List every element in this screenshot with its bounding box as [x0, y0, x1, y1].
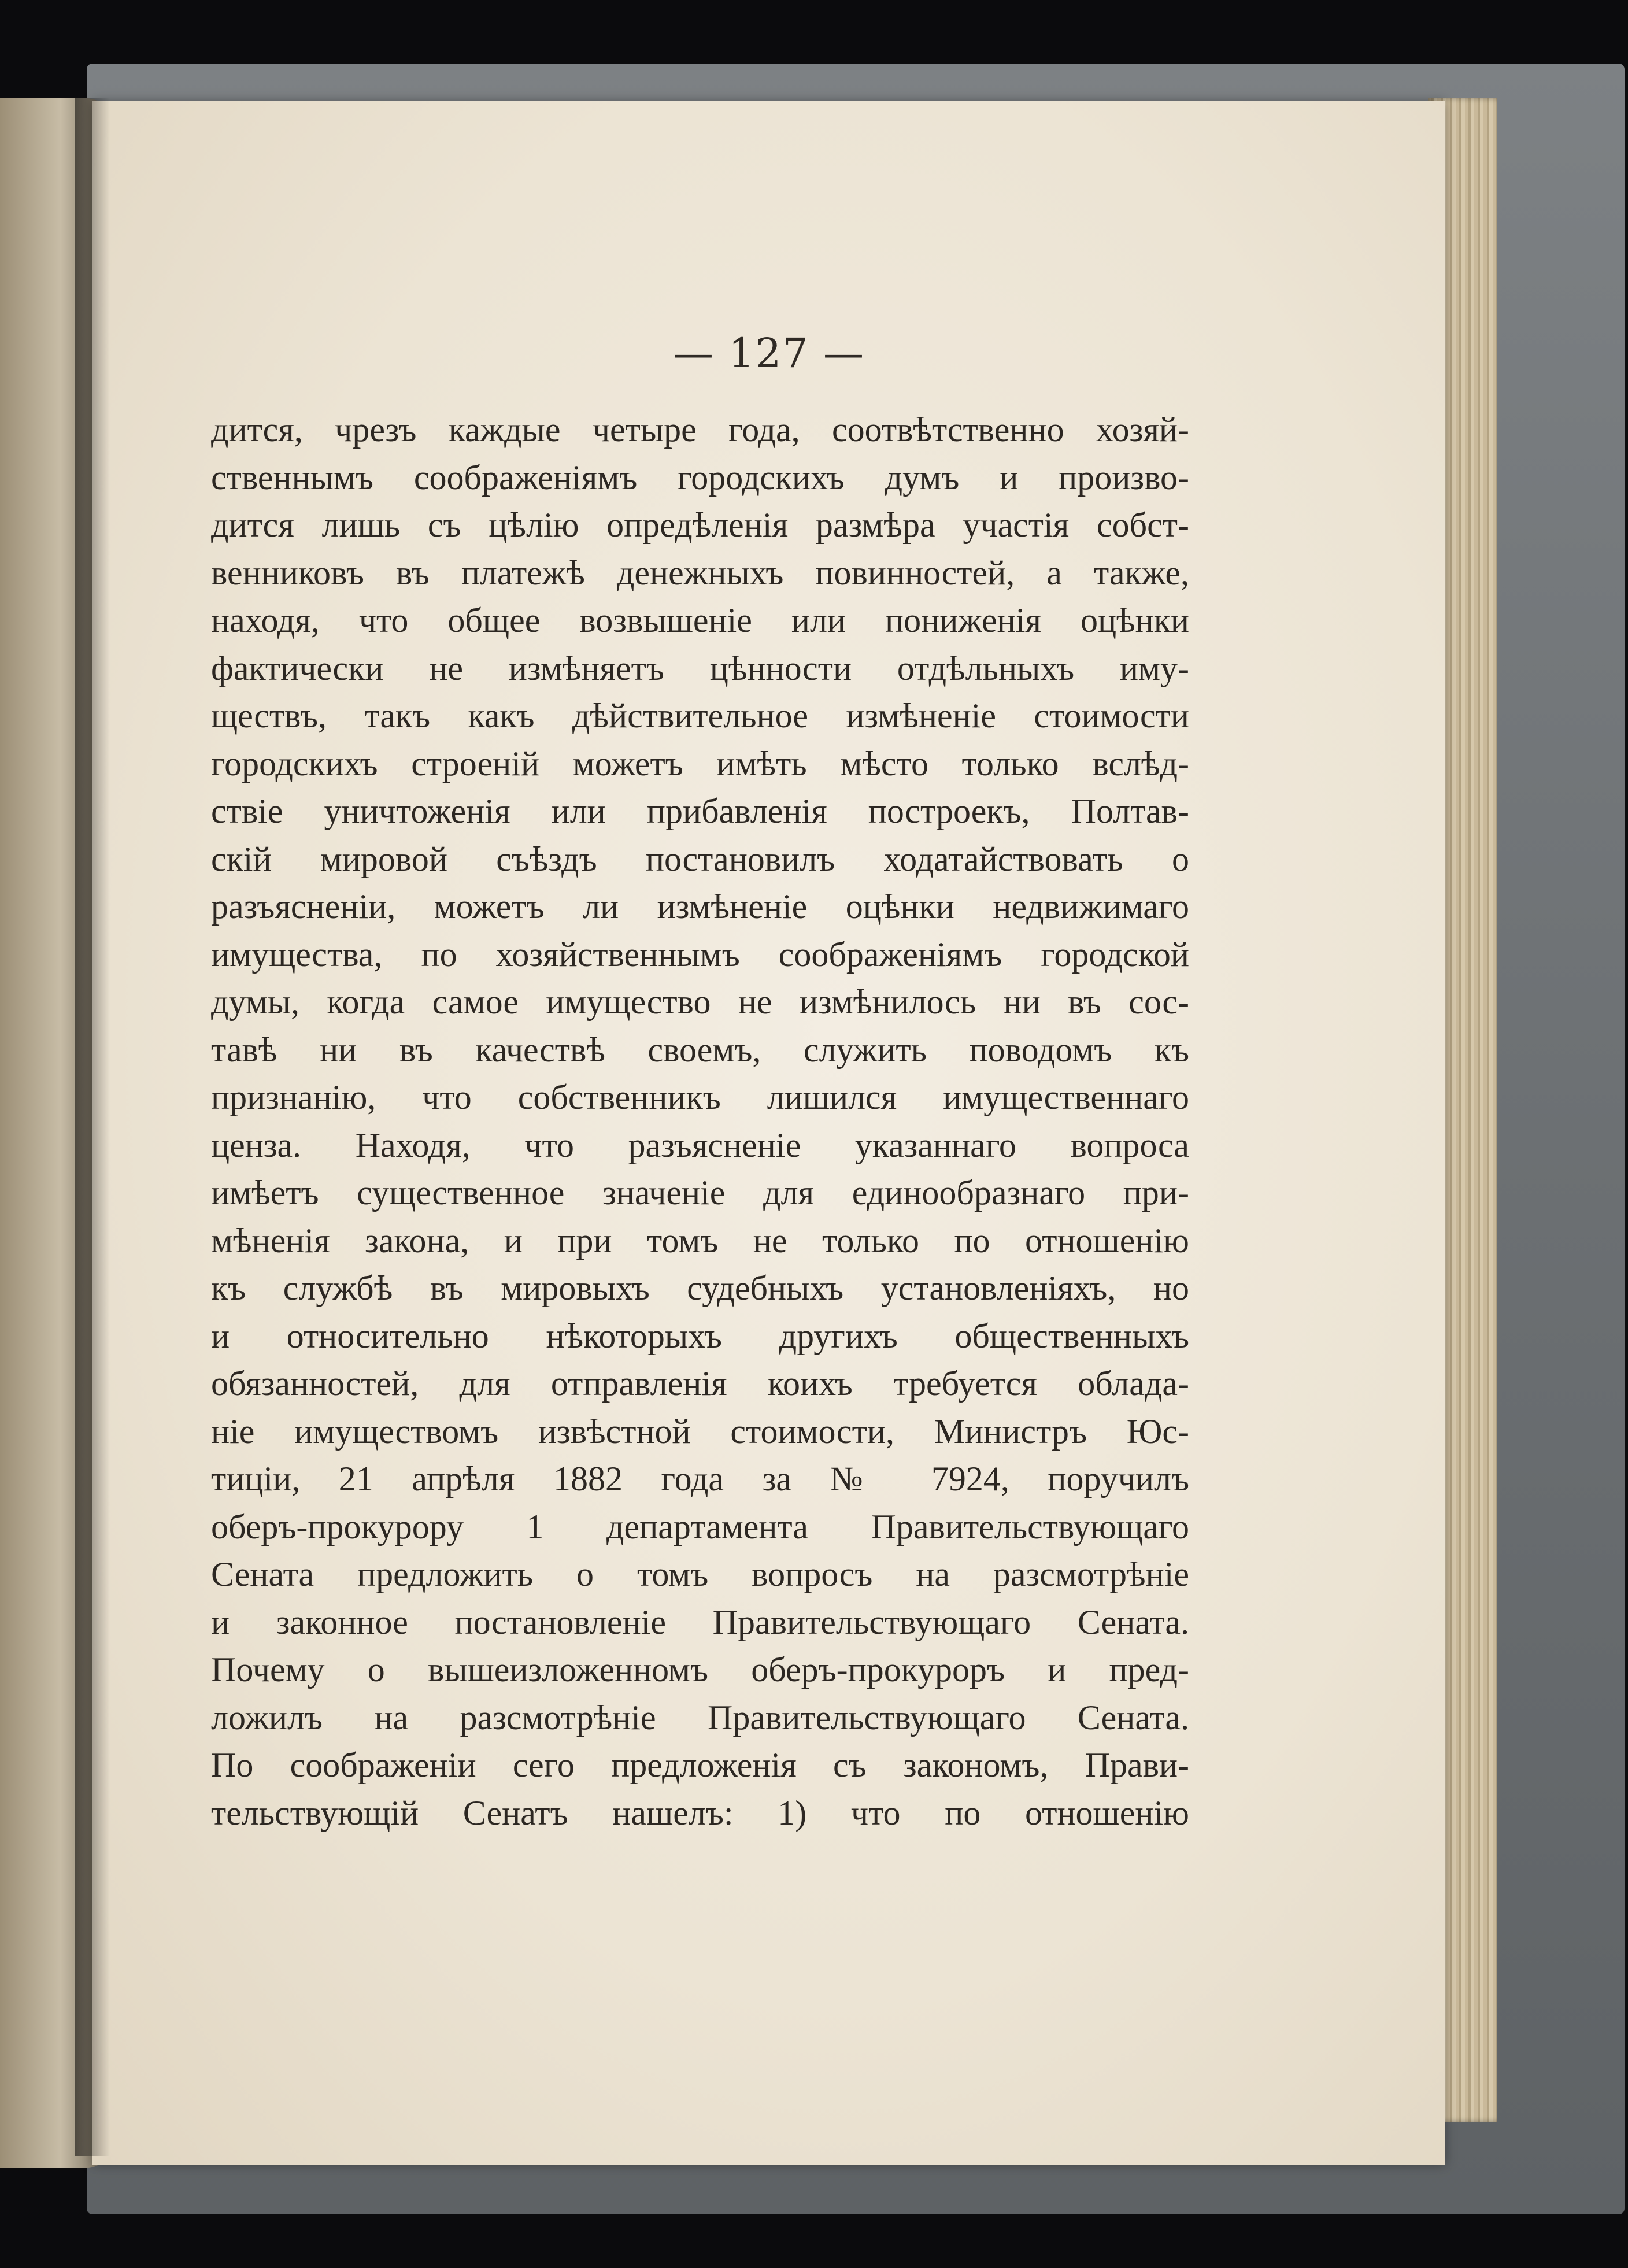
text-line: тиціи, 21 апрѣля 1882 года за № 7924, поручилъ: [211, 1460, 1189, 1498]
text-line: ложилъ на разсмотрѣніе Правительствующаго Сената.: [211, 1698, 1189, 1737]
book-page: [92, 101, 1445, 2165]
text-line: тавѣ ни въ качествѣ своемъ, служить поводомъ къ: [211, 1030, 1189, 1069]
text-line: Почему о вышеизложенномъ оберъ-прокуроръ и пред-: [211, 1651, 1189, 1689]
text-line: разъясненіи, можетъ ли измѣненіе оцѣнки недвижимаго: [211, 887, 1189, 926]
text-line: думы, когда самое имущество не измѣнилось ни въ сос-: [211, 983, 1189, 1021]
spine-shadow: [75, 98, 110, 2156]
body-text: [211, 406, 1189, 1837]
text-line: венниковъ въ платежѣ денежныхъ повинностей, а также,: [211, 553, 1189, 592]
text-line: ценза. Находя, что разъясненіе указаннаго вопроса: [211, 1126, 1189, 1164]
text-line: и относительно нѣкоторыхъ другихъ общественныхъ: [211, 1316, 1189, 1355]
text-line: ществъ, такъ какъ дѣйствительное измѣненіе стоимости: [211, 697, 1189, 735]
text-line: мѣненія закона, и при томъ не только по отношенію: [211, 1221, 1189, 1260]
text-line: имущества, по хозяйственнымъ соображеніямъ городской: [211, 935, 1189, 974]
text-line: ственнымъ соображеніямъ городскихъ думъ и произво-: [211, 458, 1189, 497]
text-line: тельствующій Сенатъ нашелъ: 1) что по отношенію: [211, 1793, 1189, 1832]
text-line: Сената предложить о томъ вопросъ на разсмотрѣніе: [211, 1555, 1189, 1593]
text-line: обязанностей, для отправленія коихъ требуется облада-: [211, 1364, 1189, 1403]
text-line: признанію, что собственникъ лишился имущественнаго: [211, 1078, 1189, 1116]
text-line: скій мировой съѣздъ постановилъ ходатайствовать о: [211, 839, 1189, 878]
text-line: къ службѣ въ мировыхъ судебныхъ установленіяхъ, но: [211, 1269, 1189, 1307]
text-line: дится лишь съ цѣлію опредѣленія размѣра участія собст-: [211, 506, 1189, 544]
text-line: находя, что общее возвышеніе или пониженія оцѣнки: [211, 601, 1189, 639]
text-line: оберъ-прокурору 1 департамента Правительствующаго: [211, 1507, 1189, 1546]
page-number: — 127 —: [672, 330, 865, 377]
text-line: ніе имуществомъ извѣстной стоимости, Министръ Юс-: [211, 1412, 1189, 1451]
text-line: и законное постановленіе Правительствующаго Сената.: [211, 1603, 1189, 1641]
text-line: имѣетъ существенное значеніе для единообразнаго при-: [211, 1174, 1189, 1212]
text-line: ствіе уничтоженія или прибавленія построекъ, Полтав-: [211, 792, 1189, 830]
text-line: городскихъ строеній можетъ имѣть мѣсто только вслѣд-: [211, 744, 1189, 783]
text-line: фактически не измѣняетъ цѣнности отдѣльныхъ иму-: [211, 649, 1189, 687]
text-line: дится, чрезъ каждые четыре года, соотвѣтственно хозяй-: [211, 410, 1189, 449]
text-line: По соображеніи сего предложенія съ закономъ, Прави-: [211, 1746, 1189, 1784]
